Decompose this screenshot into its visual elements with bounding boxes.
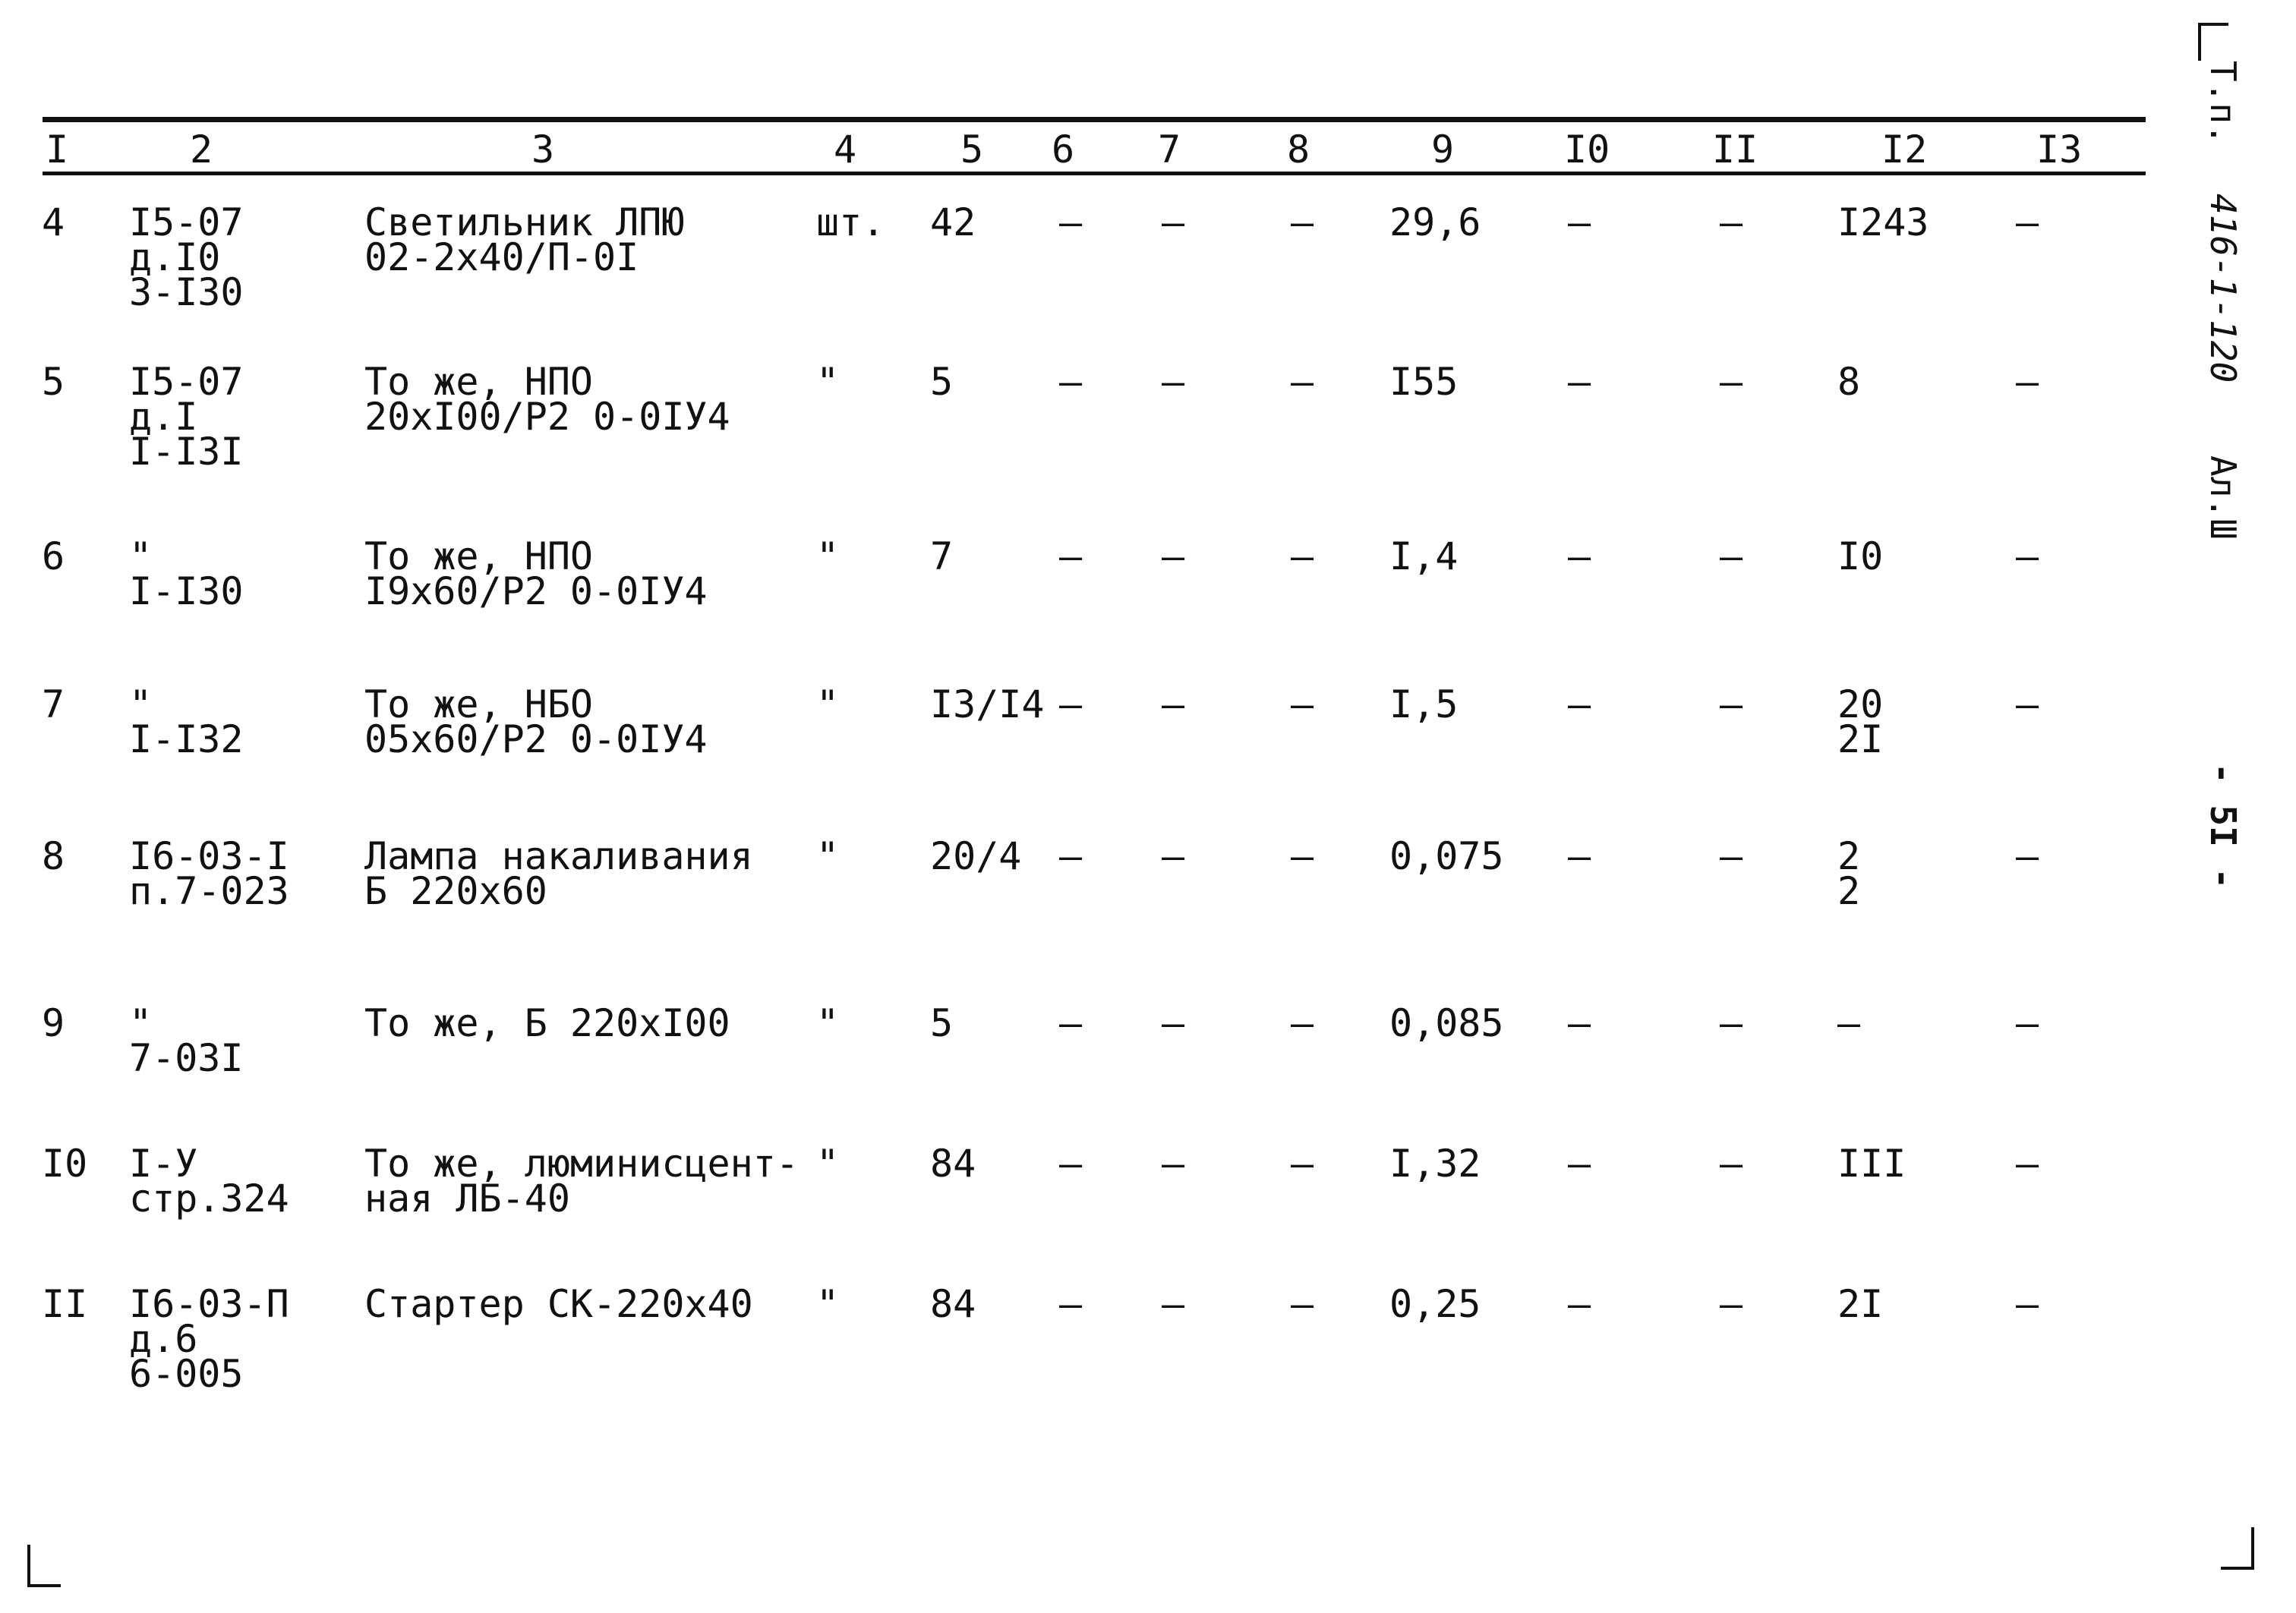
table-cell-c9: 29,6 — [1389, 200, 1481, 244]
column-header: 2 — [190, 128, 213, 172]
cell-line: То же, НБО — [364, 682, 594, 726]
cell-line: 3-I30 — [129, 270, 244, 314]
table-cell-c3 — [364, 1142, 799, 1221]
table-cell-c1: 5 — [42, 360, 65, 404]
project-label: Т.п. — [2203, 61, 2244, 145]
corner-mark-bottom-right-h — [2221, 1567, 2254, 1570]
table-cell-c6: – — [1059, 534, 1083, 578]
table-cell-c5: 84 — [930, 1142, 976, 1186]
cell-line: 20 — [1837, 682, 1884, 726]
cell-line: Лампа накаливания — [364, 834, 753, 878]
table-cell-c3 — [364, 1001, 730, 1045]
table-cell-c7: – — [1162, 360, 1185, 404]
table-cell-c6: – — [1059, 834, 1083, 878]
table-cell-c9: I,32 — [1389, 1142, 1481, 1186]
cell-line: 7-03I — [129, 1036, 244, 1080]
table-cell-c12 — [1837, 200, 1929, 244]
table-cell-c7: – — [1162, 1142, 1185, 1186]
cell-line: 2 — [1837, 869, 1861, 913]
table-cell-c1: I0 — [42, 1142, 88, 1186]
table-cell-c3 — [364, 200, 685, 279]
table-cell-c3 — [364, 360, 730, 439]
table-cell-c11: – — [1720, 682, 1743, 726]
table-cell-c2 — [129, 534, 244, 613]
table-cell-c2 — [129, 1282, 289, 1396]
table-cell-c1: 4 — [42, 200, 65, 244]
table-cell-c2 — [129, 1001, 244, 1080]
table-cell-c6: – — [1059, 1001, 1083, 1045]
cell-line: " — [129, 682, 153, 726]
table-cell-c11: – — [1720, 534, 1743, 578]
table-cell-c13: – — [2016, 1282, 2039, 1326]
table-cell-c10: – — [1568, 360, 1591, 404]
cell-line: д.6 — [129, 1317, 198, 1361]
table-cell-c3 — [364, 682, 708, 761]
table-cell-c8: – — [1291, 360, 1314, 404]
table-cell-c10: – — [1568, 1001, 1591, 1045]
cell-line: п.7-023 — [129, 869, 289, 913]
column-header: I — [46, 128, 69, 172]
table-cell-c6: – — [1059, 1282, 1083, 1326]
table-cell-c4: " — [816, 360, 840, 404]
cell-line: ная ЛБ-40 — [364, 1177, 570, 1221]
cell-line: 05х60/Р2 0-0IУ4 — [364, 717, 708, 761]
table-cell-c10: – — [1568, 682, 1591, 726]
cell-line: 8 — [1837, 360, 1861, 404]
table-cell-c4: шт. — [816, 200, 885, 244]
corner-mark-bottom-left — [27, 1545, 30, 1587]
cell-line: д.I — [129, 395, 198, 439]
table-cell-c13: – — [2016, 1142, 2039, 1186]
cell-line: I6-03-I — [129, 834, 289, 878]
cell-line: То же, люминисцент- — [364, 1142, 799, 1186]
table-cell-c5: I3/I4 — [930, 682, 1045, 726]
cell-line: III — [1837, 1142, 1906, 1186]
cell-line: I5-07 — [129, 200, 244, 244]
table-cell-c5: 20/4 — [930, 834, 1022, 878]
cell-line: " — [129, 534, 153, 578]
table-cell-c12 — [1837, 834, 1861, 913]
cell-line: I-I3I — [129, 430, 244, 474]
table-cell-c9: I55 — [1389, 360, 1459, 404]
table-cell-c7: – — [1162, 200, 1185, 244]
cell-line: 2I — [1837, 1282, 1884, 1326]
page-number: - 5I - — [2203, 763, 2244, 890]
cell-line: I0 — [1837, 534, 1884, 578]
table-cell-c11: – — [1720, 834, 1743, 878]
table-cell-c7: – — [1162, 1001, 1185, 1045]
table-top-rule — [43, 117, 2146, 122]
corner-mark-bottom-left-h — [27, 1584, 61, 1587]
table-cell-c4: " — [816, 834, 840, 878]
column-header: 7 — [1158, 128, 1181, 172]
table-cell-c9: I,5 — [1389, 682, 1459, 726]
cell-line: I9х60/Р2 0-0IУ4 — [364, 569, 708, 613]
table-cell-c5: 5 — [930, 360, 954, 404]
table-cell-c11: – — [1720, 360, 1743, 404]
table-cell-c10: – — [1568, 1142, 1591, 1186]
table-cell-c8: – — [1291, 1282, 1314, 1326]
cell-line: I-I32 — [129, 717, 244, 761]
column-header: 9 — [1431, 128, 1455, 172]
table-header-rule — [43, 172, 2146, 175]
table-cell-c8: – — [1291, 1142, 1314, 1186]
table-cell-c13: – — [2016, 534, 2039, 578]
table-cell-c4: " — [816, 1142, 840, 1186]
table-cell-c12 — [1837, 682, 1884, 761]
table-cell-c2 — [129, 200, 244, 314]
corner-mark-top-right — [2198, 23, 2201, 61]
cell-line: д.I0 — [129, 235, 221, 279]
table-cell-c3 — [364, 534, 708, 613]
cell-line: 2I — [1837, 717, 1884, 761]
table-cell-c4: " — [816, 1001, 840, 1045]
table-cell-c1: 7 — [42, 682, 65, 726]
table-cell-c8: – — [1291, 682, 1314, 726]
table-cell-c7: – — [1162, 1282, 1185, 1326]
cell-line: 2 — [1837, 834, 1861, 878]
table-cell-c8: – — [1291, 1001, 1314, 1045]
project-code: 416-1-120 — [2203, 194, 2244, 383]
table-cell-c13: – — [2016, 200, 2039, 244]
table-cell-c2 — [129, 360, 244, 474]
table-cell-c11: – — [1720, 1142, 1743, 1186]
table-cell-c4: " — [816, 682, 840, 726]
cell-line: Светильник ЛПЮ — [364, 200, 685, 244]
cell-line: I-I30 — [129, 569, 244, 613]
cell-line: 02-2х40/П-0I — [364, 235, 639, 279]
table-cell-c11: – — [1720, 200, 1743, 244]
table-cell-c4: " — [816, 1282, 840, 1326]
cell-line: Б 220х60 — [364, 869, 547, 913]
table-cell-c13: – — [2016, 834, 2039, 878]
table-cell-c10: – — [1568, 534, 1591, 578]
table-cell-c9: 0,25 — [1389, 1282, 1481, 1326]
column-header: 4 — [834, 128, 857, 172]
table-cell-c3 — [364, 834, 753, 913]
table-cell-c5: 84 — [930, 1282, 976, 1326]
column-header: II — [1712, 128, 1758, 172]
cell-line: То же, НПО — [364, 360, 594, 404]
cell-line: То же, Б 220хI00 — [364, 1001, 730, 1045]
column-header: I0 — [1564, 128, 1610, 172]
cell-line: " — [129, 1001, 153, 1045]
table-cell-c8: – — [1291, 834, 1314, 878]
column-header: 8 — [1287, 128, 1310, 172]
table-cell-c1: 6 — [42, 534, 65, 578]
table-cell-c2 — [129, 834, 289, 913]
column-header: 3 — [531, 128, 555, 172]
table-cell-c4: " — [816, 534, 840, 578]
table-cell-c13: – — [2016, 682, 2039, 726]
table-cell-c7: – — [1162, 834, 1185, 878]
table-cell-c5: 42 — [930, 200, 976, 244]
table-cell-c13: – — [2016, 360, 2039, 404]
cell-line: I243 — [1837, 200, 1929, 244]
cell-line: 6-005 — [129, 1352, 244, 1396]
cell-line: Стартер СК-220х40 — [364, 1282, 753, 1326]
cell-line: I6-03-П — [129, 1282, 289, 1326]
column-header: I2 — [1881, 128, 1928, 172]
cell-line: То же, НПО — [364, 534, 594, 578]
album-label: Ал.Ш — [2203, 455, 2244, 540]
table-cell-c5: 7 — [930, 534, 954, 578]
table-cell-c9: I,4 — [1389, 534, 1459, 578]
table-cell-c2 — [129, 1142, 289, 1221]
column-header: 5 — [960, 128, 984, 172]
table-cell-c9: 0,075 — [1389, 834, 1504, 878]
cell-line: – — [1837, 1001, 1861, 1045]
table-cell-c9: 0,085 — [1389, 1001, 1504, 1045]
table-cell-c12 — [1837, 1282, 1884, 1326]
table-cell-c12 — [1837, 360, 1861, 404]
table-cell-c12 — [1837, 1001, 1861, 1045]
table-cell-c11: – — [1720, 1001, 1743, 1045]
table-cell-c6: – — [1059, 1142, 1083, 1186]
corner-mark-top-right-h — [2198, 23, 2228, 26]
column-header: 6 — [1052, 128, 1075, 172]
column-header: I3 — [2036, 128, 2083, 172]
table-cell-c7: – — [1162, 534, 1185, 578]
table-cell-c13: – — [2016, 1001, 2039, 1045]
table-cell-c1: 9 — [42, 1001, 65, 1045]
table-cell-c12 — [1837, 534, 1884, 578]
table-cell-c11: – — [1720, 1282, 1743, 1326]
table-cell-c3 — [364, 1282, 753, 1326]
table-cell-c2 — [129, 682, 244, 761]
table-cell-c5: 5 — [930, 1001, 954, 1045]
table-cell-c7: – — [1162, 682, 1185, 726]
cell-line: 20хI00/Р2 0-0IУ4 — [364, 395, 730, 439]
cell-line: стр.324 — [129, 1177, 289, 1221]
table-cell-c10: – — [1568, 1282, 1591, 1326]
table-cell-c6: – — [1059, 200, 1083, 244]
table-cell-c6: – — [1059, 360, 1083, 404]
table-cell-c10: – — [1568, 200, 1591, 244]
cell-line: I5-07 — [129, 360, 244, 404]
corner-mark-bottom-right — [2251, 1527, 2254, 1570]
table-cell-c8: – — [1291, 534, 1314, 578]
table-cell-c8: – — [1291, 200, 1314, 244]
table-cell-c6: – — [1059, 682, 1083, 726]
table-cell-c1: 8 — [42, 834, 65, 878]
table-cell-c1: II — [42, 1282, 88, 1326]
table-cell-c12 — [1837, 1142, 1906, 1186]
cell-line: I-У — [129, 1142, 198, 1186]
table-cell-c10: – — [1568, 834, 1591, 878]
